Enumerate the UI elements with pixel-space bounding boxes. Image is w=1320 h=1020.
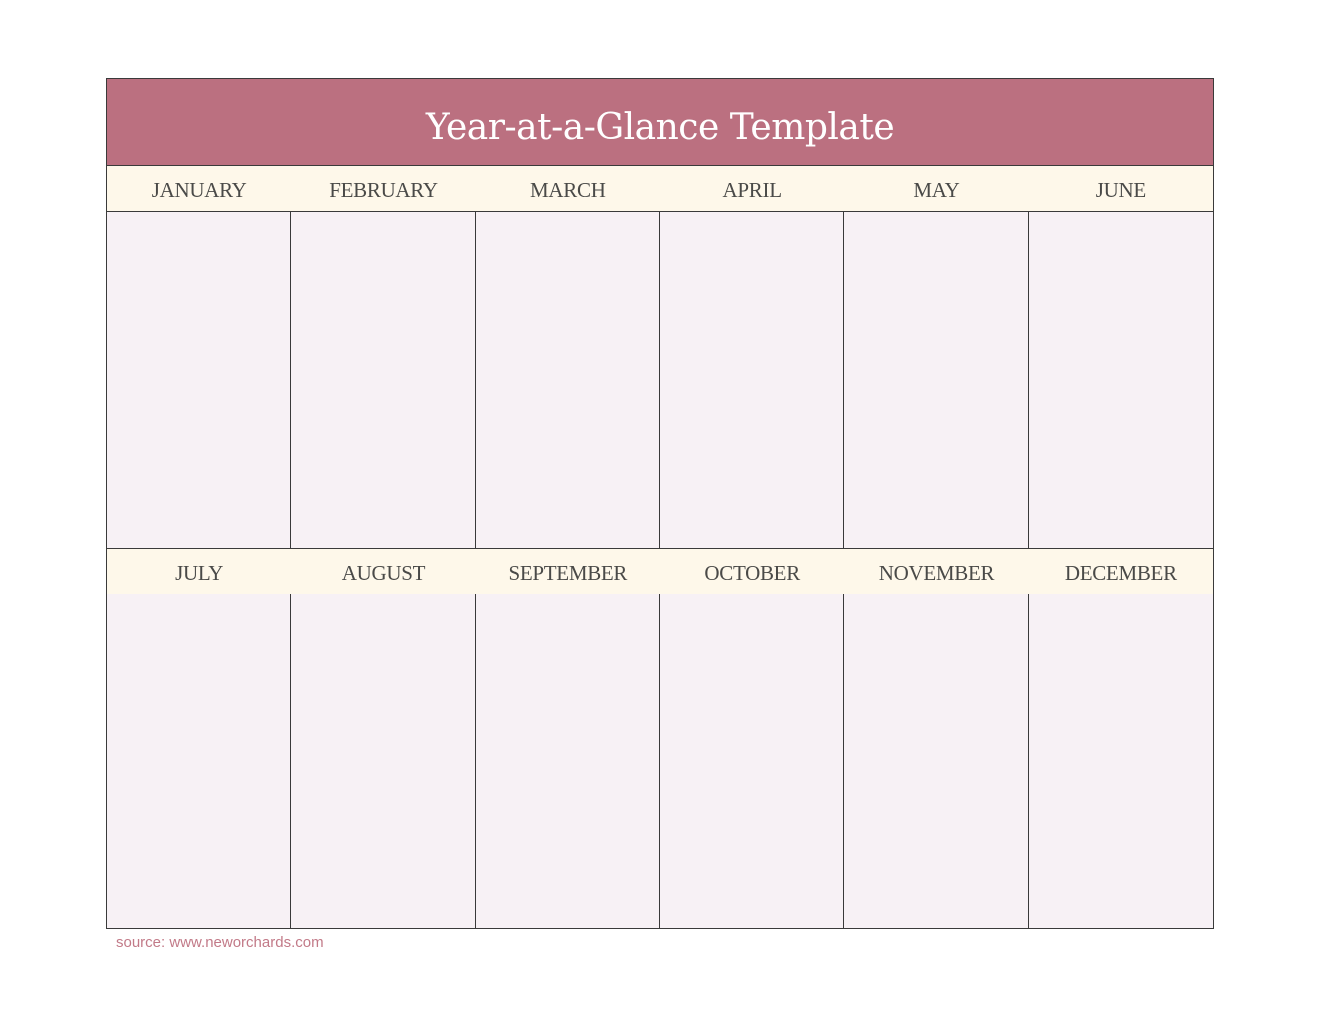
month-label-september: SEPTEMBER (508, 561, 628, 585)
month-cell-august[interactable] (291, 594, 475, 928)
month-cell-may[interactable] (844, 212, 1028, 548)
month-cell-june[interactable] (1029, 212, 1213, 548)
month-cell-march[interactable] (476, 212, 660, 548)
month-label-july: JULY (175, 561, 224, 585)
month-cell-july[interactable] (107, 594, 291, 928)
year-at-a-glance-sheet (106, 78, 1214, 929)
month-label-november: NOVEMBER (878, 561, 995, 585)
month-label-january: JANUARY (151, 178, 247, 202)
month-label-april: APRIL (722, 178, 782, 202)
month-cell-april[interactable] (660, 212, 844, 548)
month-label-june: JUNE (1095, 178, 1146, 202)
title-bar (107, 79, 1213, 166)
second-half-year (107, 548, 1213, 928)
month-cell-november[interactable] (844, 594, 1028, 928)
month-body-row-bottom (107, 594, 1213, 928)
month-label-december: DECEMBER (1064, 561, 1177, 585)
month-label-may: MAY (913, 178, 960, 202)
source-note: source: www.neworchards.com (116, 934, 324, 951)
month-header-row-top (107, 166, 1213, 212)
month-cell-september[interactable] (476, 594, 660, 928)
month-cell-december[interactable] (1029, 594, 1213, 928)
first-half-year (107, 166, 1213, 548)
month-body-row-top (107, 212, 1213, 548)
month-label-february: FEBRUARY (329, 178, 438, 202)
month-label-october: OCTOBER (704, 561, 800, 585)
month-cell-january[interactable] (107, 212, 291, 548)
month-label-march: MARCH (530, 178, 606, 202)
month-cell-february[interactable] (291, 212, 475, 548)
page-title: Year-at-a-Glance Template (425, 106, 895, 148)
month-label-august: AUGUST (341, 561, 426, 585)
month-cell-october[interactable] (660, 594, 844, 928)
month-header-row-bottom (107, 548, 1213, 595)
